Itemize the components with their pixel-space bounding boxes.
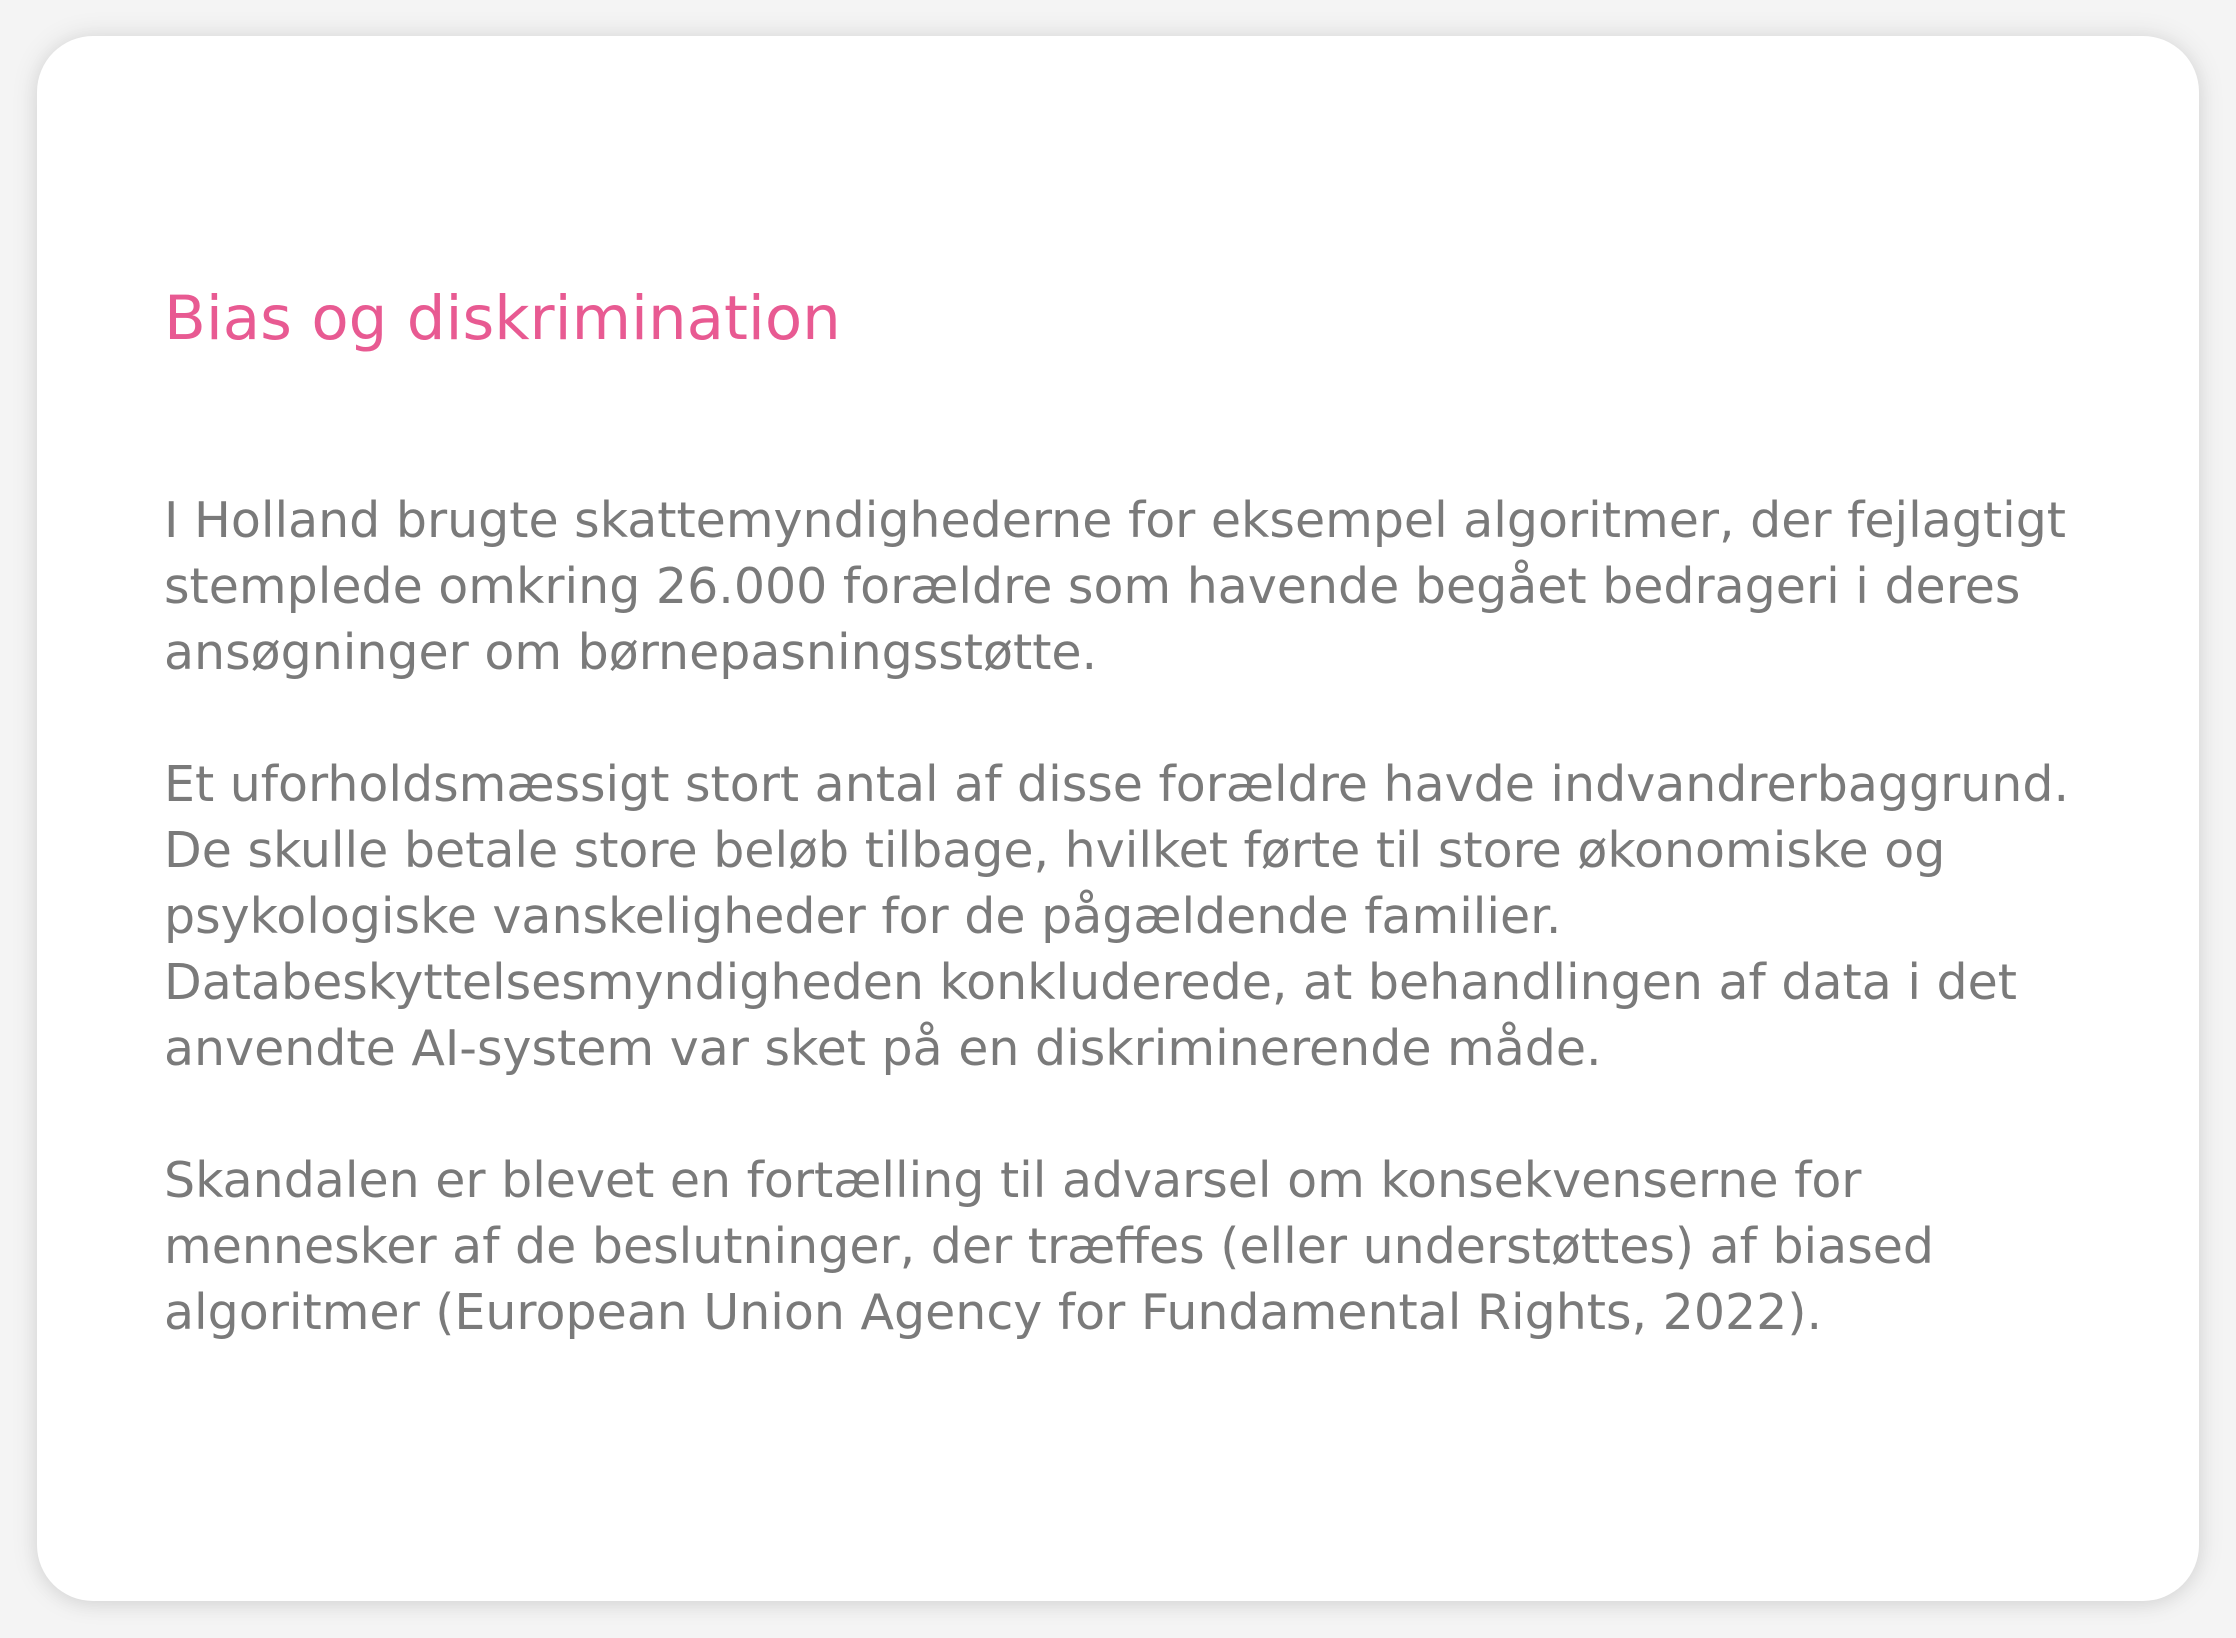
paragraph-3: Skandalen er blevet en fortælling til advarsel om konsekvenserne for mennesker af de beslutninger, der træffes (eller understøttes) af biased algoritmer (European Union Agency for Fundamental Rights, 2022). (164, 1152, 1934, 1341)
card-body (164, 488, 2114, 1346)
paragraph-1: I Holland brugte skattemyndighederne for eksempel algoritmer, der fejlagtigt stemplede omkring 26.000 forældre som havende begået bedrageri i deres ansøgninger om børnepasningsstøtte. (164, 492, 2067, 681)
content-card (37, 36, 2199, 1601)
paragraph-2: Et uforholdsmæssigt stort antal af disse forældre havde indvandrerbaggrund. De skulle betale store beløb tilbage, hvilket førte til store økonomiske og psykologiske vanskeligheder for de pågældende familier. Databeskyttelsesmyndigheden konkluderede, at behandlingen af data i det anvendte AI-system var sket på en diskriminerende måde. (164, 756, 2070, 1077)
card-title: Bias og diskrimination (164, 283, 841, 354)
